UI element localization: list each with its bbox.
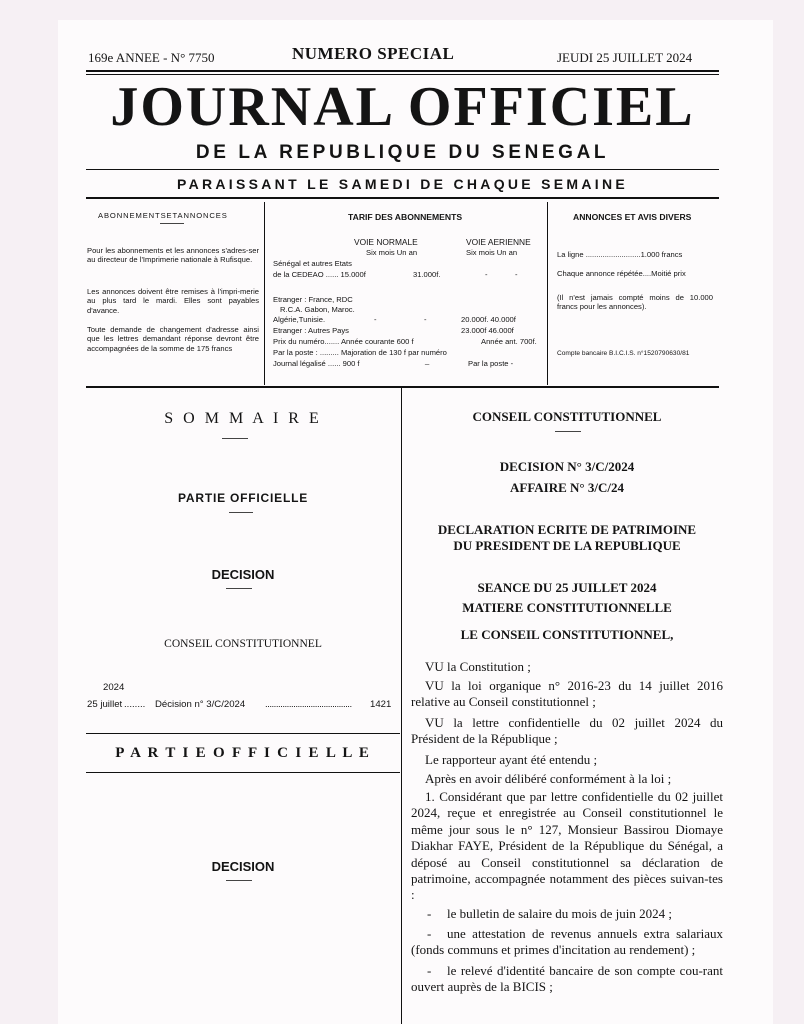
- tarif-row-autres-prices: 23.000f 46.000f: [461, 326, 514, 335]
- special-issue-label: NUMERO SPECIAL: [292, 44, 455, 63]
- decision-heading-rule: [226, 880, 252, 881]
- masthead-top-rule-thin: [86, 74, 719, 75]
- tarif-row-rca: R.C.A. Gabon, Maroc.: [280, 305, 355, 314]
- decision-objet-line-2: DU PRESIDENT DE LA REPUBLIQUE: [453, 538, 681, 553]
- journal-title: JOURNAL OFFICIEL: [110, 76, 695, 138]
- piece-releve-bancaire: le relevé d'identité bancaire de son compte cou-rant ouvert auprès de la BICIS ;: [411, 963, 723, 995]
- abonnements-heading: ABONNEMENTSETANNONCES: [98, 211, 228, 220]
- sommaire-rule: [222, 438, 248, 439]
- tarif-cols-aerienne: Six mois Un an: [466, 248, 518, 257]
- sommaire-entry-dots-2: ........................................: [265, 699, 352, 710]
- annonces-compte-bancaire: Compte bancaire B.I.C.I.S. n°1520790630/81: [557, 350, 690, 357]
- decision-heading: DECISION: [211, 859, 275, 874]
- frequency-rule: [86, 197, 719, 199]
- tarif-row-cedeao-an: 31.000f.: [413, 270, 441, 279]
- annonces-note: (Il n'est jamais compté moins de 10.000 francs pour les annonces).: [557, 293, 713, 312]
- piece-attestation-revenus: une attestation de revenus annuels extra salariaux (fonds communs et primes d'incitation au rendement) ;: [411, 926, 723, 958]
- tarif-row-cedeao-dash2: -: [515, 270, 518, 279]
- annonces-repetee: Chaque annonce répétée....Moitié prix: [557, 269, 686, 278]
- abonnements-text-1: Pour les abonnements et les annonces s'adres-ser au directeur de l'Imprimerie nationale à Rufisque.: [87, 246, 259, 265]
- abonnements-heading-rule: [160, 223, 184, 224]
- sommaire-decision-rule: [226, 588, 252, 589]
- tarif-row-prix-ant: Année ant. 700f.: [481, 337, 537, 346]
- tarif-row-legalise-poste: Par la poste -: [468, 359, 514, 368]
- tarif-row-prix: Prix du numéro....... Année courante 600 f: [273, 337, 414, 346]
- le-conseil-heading: LE CONSEIL CONSTITUTIONNEL,: [460, 627, 674, 642]
- tarif-row-legalise-dash: _: [425, 356, 430, 365]
- info-box-divider-2: [547, 202, 548, 385]
- tarif-voie-normale: VOIE NORMALE: [354, 237, 418, 247]
- decision-objet-line-1: DECLARATION ECRITE DE PATRIMOINE: [437, 522, 697, 537]
- affaire-number: AFFAIRE N° 3/C/24: [509, 480, 624, 495]
- tarif-row-senegal: Sénégal et autres Etats: [273, 259, 352, 268]
- sommaire-entry-page: 1421: [370, 699, 392, 710]
- tarif-row-algerie-dash2: -: [424, 315, 427, 324]
- sommaire-bottom-rule: [86, 733, 400, 734]
- tarif-row-legalise: Journal légalisé ...... 900 f: [273, 359, 360, 368]
- column-divider: [401, 388, 402, 1024]
- masthead-top-rule: [86, 70, 719, 72]
- info-box-bottom-rule: [86, 386, 719, 388]
- sommaire-conseil: CONSEIL CONSTITUTIONNEL: [164, 638, 322, 650]
- right-conseil-heading: CONSEIL CONSTITUTIONNEL: [472, 409, 662, 424]
- seance-date: SEANCE DU 25 JUILLET 2024: [477, 580, 657, 595]
- tarif-row-poste: Par la poste : ......... Majoration de 130 f par numéro: [273, 348, 447, 357]
- tarif-row-france: Etranger : France, RDC: [273, 295, 353, 304]
- tarif-voie-aerienne: VOIE AERIENNE: [466, 237, 531, 247]
- tarif-row-cedeao-dash1: -: [485, 270, 488, 279]
- sommaire-decision: DECISION: [211, 567, 275, 582]
- annonces-ligne: La ligne ..........................1.000 francs: [557, 250, 683, 259]
- info-box-divider-1: [264, 202, 265, 385]
- bullet-dash-2: -: [427, 926, 432, 941]
- matiere: MATIERE CONSTITUTIONNELLE: [462, 600, 672, 615]
- subtitle-rule: [86, 169, 719, 170]
- visa-lettre: VU la lettre confidentielle du 02 juillet 2024 du Président de la République ;: [411, 715, 723, 747]
- sommaire-title: S O M M A I R E: [164, 410, 322, 427]
- journal-subtitle: DE LA REPUBLIQUE DU SENEGAL: [195, 142, 610, 163]
- tarif-row-autres: Etranger : Autres Pays: [273, 326, 349, 335]
- tarif-row-algerie: Algérie,Tunisie.: [273, 315, 326, 324]
- right-conseil-rule: [555, 431, 581, 432]
- edition-number: 169e ANNEE - N° 7750: [88, 50, 215, 65]
- sommaire-entry-date: 25 juillet: [87, 699, 123, 710]
- abonnements-text-2: Les annonces doivent être remises à l'impri-merie au plus tard le mardi. Elles sont payables d'avance.: [87, 287, 259, 315]
- bullet-dash-1: -: [427, 906, 432, 921]
- considerant-1: 1. Considérant que par lettre confidentielle du 02 juillet 2024, reçue et enregistrée au Conseil constitutionnel le même jour sous le n° 127, Monsieur Bassirou Diomaye Diakhar FAYE, Président de la République du Sénégal, a déposé au Conseil constitutionnel sa déclaration de patrimoine, accompagnée notamment des pièces suivan-tes :: [411, 789, 723, 903]
- issue-date: JEUDI 25 JUILLET 2024: [557, 50, 693, 65]
- sommaire-entry-dots-1: ........: [124, 699, 146, 710]
- tarif-row-algerie-dash1: -: [374, 315, 377, 324]
- decision-number: DECISION N° 3/C/2024: [499, 459, 635, 474]
- annonces-heading: ANNONCES ET AVIS DIVERS: [573, 212, 692, 222]
- tarif-row-cedeao: de la CEDEAO ...... 15.000f: [273, 270, 366, 279]
- partie-officielle-rule: [86, 772, 400, 773]
- abonnements-text-3: Toute demande de changement d'adresse ainsi que les lettres demandant réponse devront être accompagnées de la somme de 175 francs: [87, 325, 259, 353]
- sommaire-entry-text: Décision n° 3/C/2024: [155, 699, 246, 710]
- visa-loi-organique: VU la loi organique n° 2016-23 du 14 juillet 2016 relative au Conseil constitutionnel ;: [411, 678, 723, 710]
- tarif-heading: TARIF DES ABONNEMENTS: [348, 212, 463, 222]
- sommaire-partie-rule: [229, 512, 253, 513]
- partie-officielle-heading: P A R T I E O F F I C I E L L E: [115, 745, 371, 761]
- apres-delibere: Après en avoir délibéré conformément à la loi ;: [425, 771, 672, 786]
- bullet-dash-3: -: [427, 963, 432, 978]
- tarif-row-algerie-prices: 20.000f. 40.000f: [461, 315, 516, 324]
- piece-bulletin-salaire: le bulletin de salaire du mois de juin 2024 ;: [447, 906, 672, 921]
- visa-constitution: VU la Constitution ;: [425, 659, 531, 674]
- tarif-cols-normale: Six mois Un an: [366, 248, 418, 257]
- publication-frequency: PARAISSANT LE SAMEDI DE CHAQUE SEMAINE: [176, 176, 629, 192]
- sommaire-partie-officielle: PARTIE OFFICIELLE: [177, 491, 309, 505]
- rapporteur-entendu: Le rapporteur ayant été entendu ;: [425, 752, 598, 767]
- sommaire-year: 2024: [103, 682, 125, 693]
